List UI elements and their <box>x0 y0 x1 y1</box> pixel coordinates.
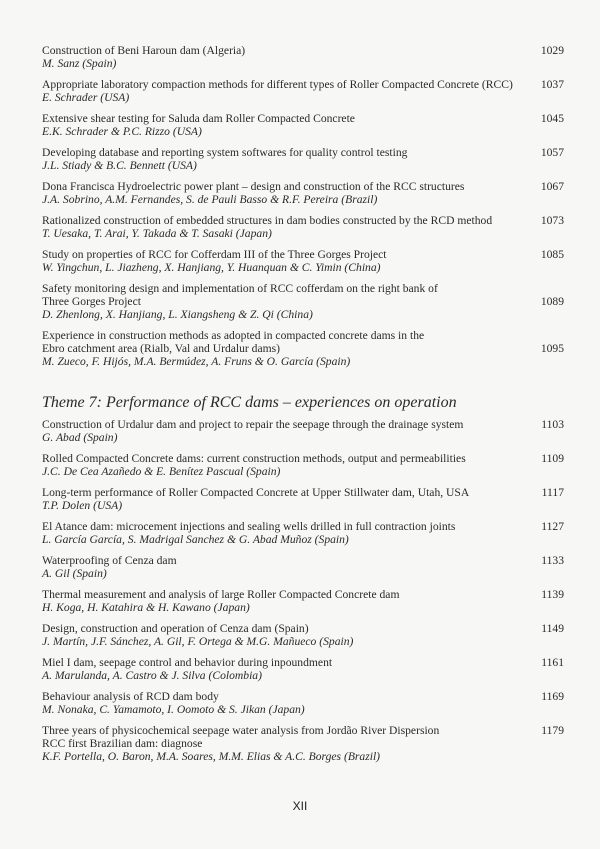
entry-authors: J.C. De Cea Azañedo & E. Benítez Pascual (Spain) <box>42 465 281 478</box>
entry-title <box>42 214 564 227</box>
entry-title <box>42 554 564 567</box>
entry-page-number: 1169 <box>541 690 564 703</box>
entry-page-number: 1133 <box>541 554 564 567</box>
theme-heading: Theme 7: Performance of RCC dams – experiences on operation <box>42 394 457 411</box>
entry-page-number: 1179 <box>541 724 564 737</box>
toc-entry[interactable] <box>42 452 564 478</box>
entry-authors: M. Sanz (Spain) <box>42 57 117 70</box>
entry-title-line: Waterproofing of Cenza dam <box>42 554 177 567</box>
entry-title-line: Safety monitoring design and implementation of RCC cofferdam on the right bank of <box>42 282 438 295</box>
entry-title-line: Rolled Compacted Concrete dams: current construction methods, output and permeabilities <box>42 452 466 465</box>
entry-page-number: 1139 <box>541 588 564 601</box>
entry-title-line: Design, construction and operation of Cenza dam (Spain) <box>42 622 309 635</box>
page-folio: XII <box>292 799 308 813</box>
entry-title-line: Appropriate laboratory compaction methods for different types of Roller Compacted Concrete (RCC) <box>42 78 513 91</box>
entry-authors: M. Nonaka, C. Yamamoto, I. Oomoto & S. Jikan (Japan) <box>42 703 305 716</box>
toc-entry[interactable] <box>42 656 564 682</box>
toc-entry[interactable] <box>42 520 564 546</box>
entry-title-line: Construction of Beni Haroun dam (Algeria) <box>42 44 246 57</box>
entry-title <box>42 146 564 159</box>
entry-page-number: 1161 <box>541 656 564 669</box>
table-of-contents <box>42 44 564 771</box>
entry-page-number: 1095 <box>540 342 564 355</box>
entry-title-line: Long-term performance of Roller Compacted Concrete at Upper Stillwater dam, Utah, USA <box>42 486 470 499</box>
entry-authors: A. Gil (Spain) <box>42 567 107 580</box>
entry-page-number: 1085 <box>540 248 564 261</box>
entry-page-number: 1117 <box>541 486 564 499</box>
toc-entry[interactable] <box>42 78 564 104</box>
entry-title-line: Three years of physicochemical seepage water analysis from Jordão River Dispersion <box>42 724 440 737</box>
entry-authors: E. Schrader (USA) <box>42 91 130 104</box>
entry-title <box>42 112 564 125</box>
toc-entry[interactable] <box>42 690 564 716</box>
toc-entry[interactable] <box>42 418 564 444</box>
entry-authors: K.F. Portella, O. Baron, M.A. Soares, M.M. Elias & A.C. Borges (Brazil) <box>42 750 381 763</box>
entry-authors: T. Uesaka, T. Arai, Y. Takada & T. Sasaki (Japan) <box>42 227 272 240</box>
entry-page-number: 1037 <box>540 78 564 91</box>
toc-entry[interactable] <box>42 588 564 614</box>
entry-page-number: 1067 <box>540 180 564 193</box>
toc-entry[interactable] <box>42 622 564 648</box>
entry-page-number: 1103 <box>541 418 564 431</box>
entry-title <box>42 78 564 91</box>
toc-entry[interactable] <box>42 44 564 70</box>
entry-title <box>42 180 564 193</box>
entry-authors: G. Abad (Spain) <box>42 431 118 444</box>
entry-title-line: El Atance dam: microcement injections and sealing wells drilled in full contraction joints <box>42 520 456 533</box>
entry-page-number: 1045 <box>540 112 564 125</box>
entry-title-line: Three Gorges Project <box>42 295 141 308</box>
toc-entry[interactable] <box>42 554 564 580</box>
toc-entry[interactable] <box>42 180 564 206</box>
entry-authors: D. Zhenlong, X. Hanjiang, L. Xiangsheng & Z. Qi (China) <box>42 308 313 321</box>
entry-authors: J.A. Sobrino, A.M. Fernandes, S. de Pauli Basso & R.F. Pereira (Brazil) <box>42 193 378 206</box>
entry-page-number: 1057 <box>540 146 564 159</box>
entry-title-line: RCC first Brazilian dam: diagnose <box>42 737 203 750</box>
entry-title-line: Experience in construction methods as adopted in compacted concrete dams in the <box>42 329 425 342</box>
toc-entry[interactable] <box>42 146 564 172</box>
entry-page-number: 1127 <box>541 520 564 533</box>
toc-entry[interactable] <box>42 724 564 763</box>
entry-authors: W. Yingchun, L. Jiazheng, X. Hanjiang, Y. Huanquan & C. Yimin (China) <box>42 261 381 274</box>
entry-authors: A. Marulanda, A. Castro & J. Silva (Colombia) <box>42 669 262 682</box>
entry-title-line: Extensive shear testing for Saluda dam Roller Compacted Concrete <box>42 112 355 125</box>
entry-title-line: Study on properties of RCC for Cofferdam III of the Three Gorges Project <box>42 248 387 261</box>
entry-title-line: Construction of Urdalur dam and project to repair the seepage through the drainage system <box>42 418 464 431</box>
entry-page-number: 1073 <box>540 214 564 227</box>
toc-entry[interactable] <box>42 112 564 138</box>
entry-title-line: Behaviour analysis of RCD dam body <box>42 690 219 703</box>
entry-title <box>42 44 564 57</box>
entry-authors: T.P. Dolen (USA) <box>42 499 123 512</box>
entry-page-number: 1109 <box>541 452 564 465</box>
entry-title <box>42 282 564 308</box>
entry-title <box>42 588 564 601</box>
toc-entry[interactable] <box>42 329 564 368</box>
entry-title <box>42 329 564 355</box>
entry-title <box>42 724 564 750</box>
entry-title-line: Developing database and reporting system softwares for quality control testing <box>42 146 408 159</box>
entry-page-number: 1149 <box>541 622 564 635</box>
entry-title <box>42 452 564 465</box>
entry-authors: H. Koga, H. Katahira & H. Kawano (Japan) <box>42 601 250 614</box>
toc-entry[interactable] <box>42 282 564 321</box>
toc-entry[interactable] <box>42 214 564 240</box>
toc-entry[interactable] <box>42 248 564 274</box>
entry-title <box>42 418 564 431</box>
entry-authors: J. Martín, J.F. Sánchez, A. Gil, F. Ortega & M.G. Mañueco (Spain) <box>42 635 354 648</box>
entry-title-line: Rationalized construction of embedded structures in dam bodies constructed by the RCD method <box>42 214 493 227</box>
entry-title <box>42 690 564 703</box>
entry-title-line: Thermal measurement and analysis of large Roller Compacted Concrete dam <box>42 588 400 601</box>
entry-authors: M. Zueco, F. Hijós, M.A. Bermúdez, A. Fruns & O. García (Spain) <box>42 355 351 368</box>
entry-title <box>42 248 564 261</box>
entry-title-line: Miel I dam, seepage control and behavior during inpoundment <box>42 656 333 669</box>
entry-page-number: 1089 <box>540 295 564 308</box>
entry-title <box>42 622 564 635</box>
entry-authors: L. García García, S. Madrigal Sanchez & G. Abad Muñoz (Spain) <box>42 533 349 546</box>
entry-authors: E.K. Schrader & P.C. Rizzo (USA) <box>42 125 202 138</box>
entry-title <box>42 520 564 533</box>
entry-authors: J.L. Stiady & B.C. Bennett (USA) <box>42 159 197 172</box>
entry-title-line: Dona Francisca Hydroelectric power plant – design and construction of the RCC structures <box>42 180 465 193</box>
entry-page-number: 1029 <box>540 44 564 57</box>
entry-title <box>42 656 564 669</box>
entry-title <box>42 486 564 499</box>
entry-title-line: Ebro catchment area (Rialb, Val and Urdalur dams) <box>42 342 281 355</box>
toc-entry[interactable] <box>42 486 564 512</box>
